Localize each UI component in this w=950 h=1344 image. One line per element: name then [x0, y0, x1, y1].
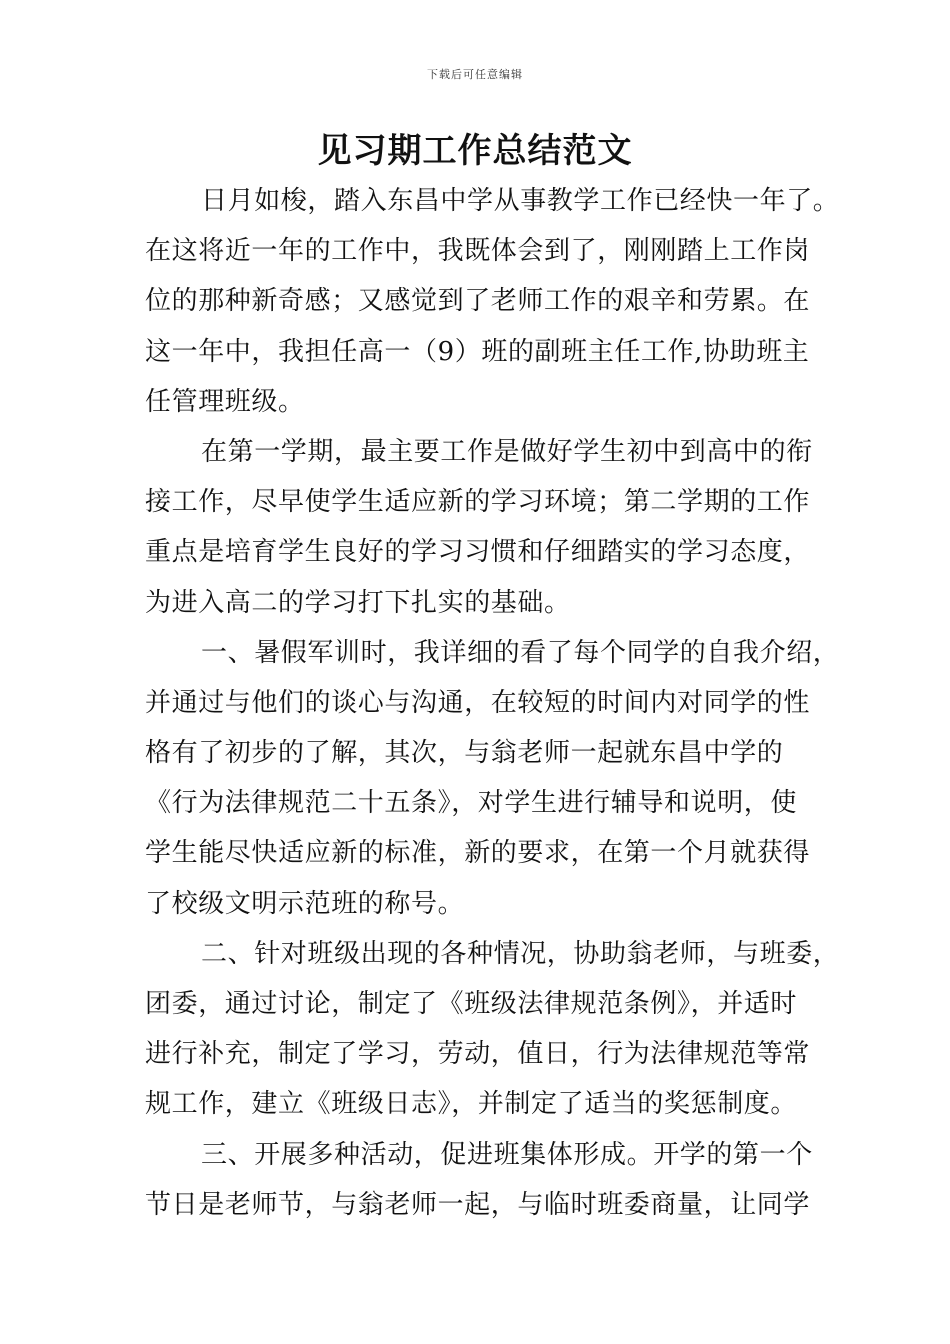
page-title: 见习期工作总结范文 [317, 131, 633, 171]
text-line: 重点是培育学生良好的学习习惯和仔细踏实的学习态度， [145, 537, 811, 568]
text-line: 任管理班级。 [145, 386, 305, 417]
text-line: 学生能尽快适应新的标准，新的要求，在第一个月就获得 [145, 838, 811, 869]
text-line: 在这将近一年的工作中，我既体会到了，刚刚踏上工作岗 [145, 236, 811, 267]
text-line: 并通过与他们的谈心与沟通，在较短的时间内对同学的性 [145, 687, 811, 718]
text-line: 了校级文明示范班的称号。 [145, 888, 465, 919]
text-line: 日月如梭，踏入东昌中学从事教学工作已经快一年了。 [201, 186, 840, 216]
text-line: 进行补充，制定了学习，劳动，值日，行为法律规范等常 [145, 1039, 811, 1070]
text-line: 格有了初步的了解，其次，与翁老师一起就东昌中学的 [145, 738, 784, 769]
document-body [145, 176, 840, 1230]
text-line: 位的那种新奇感；又感觉到了老师工作的艰辛和劳累。在 [145, 286, 811, 317]
text-line: 《行为法律规范二十五条》，对学生进行辅导和说明，使 [145, 788, 798, 819]
text-line: 在第一学期，最主要工作是做好学生初中到高中的衔 [201, 436, 813, 467]
header-note: 下载后可任意编辑 [427, 68, 523, 81]
text-line: 为进入高二的学习打下扎实的基础。 [145, 587, 571, 618]
text-line: 一、暑假军训时，我详细的看了每个同学的自我介绍， [201, 637, 840, 668]
text-line: 三、开展多种活动，促进班集体形成。开学的第一个 [201, 1139, 813, 1170]
text-line: 这一年中，我担任高一（9）班的副班主任工作,协助班主 [145, 336, 810, 367]
text-line: 接工作，尽早使学生适应新的学习环境；第二学期的工作 [145, 487, 811, 518]
text-line: 二、针对班级出现的各种情况，协助翁老师，与班委， [201, 938, 840, 969]
text-line: 节日是老师节，与翁老师一起，与临时班委商量，让同学 [145, 1189, 811, 1220]
text-line: 团委，通过讨论，制定了《班级法律规范条例》，并适时 [145, 989, 798, 1019]
text-line: 规工作，建立《班级日志》，并制定了适当的奖惩制度。 [145, 1089, 798, 1120]
